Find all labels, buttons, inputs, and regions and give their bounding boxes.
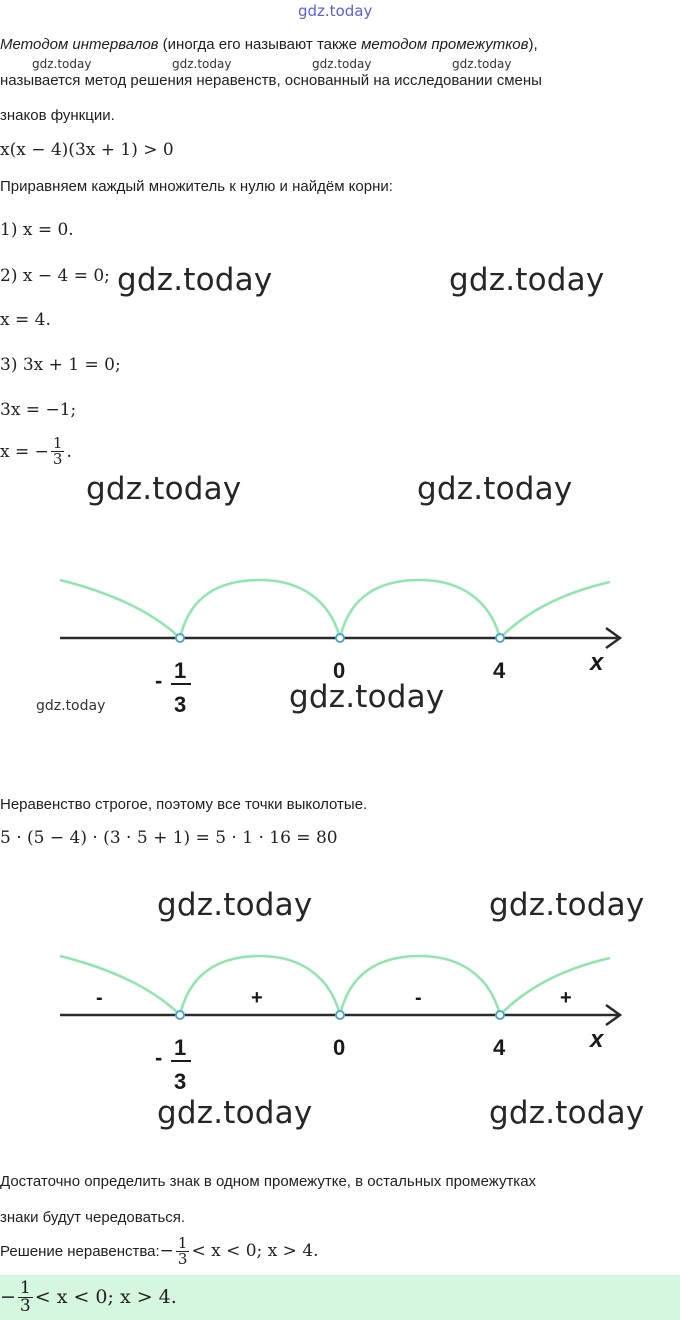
answer-minus: − [0, 1286, 16, 1308]
fraction-denominator: 3 [52, 450, 63, 468]
watermark-small: gdz.today [312, 57, 372, 71]
fraction [51, 436, 65, 467]
point-open [496, 634, 504, 642]
number-line-2 [0, 938, 680, 1098]
label-denominator: 3 [174, 692, 187, 717]
label-four: 4 [493, 1035, 506, 1060]
step-2: 2) x − 4 = 0; [0, 266, 110, 286]
sign-plus: + [251, 987, 263, 1009]
answer-box [0, 1275, 680, 1320]
point-open [176, 1011, 184, 1019]
interval-arc [340, 580, 500, 638]
watermark-large: gdz.today [417, 471, 573, 507]
interval-arc [500, 958, 610, 1015]
watermark-large: gdz.today [489, 887, 645, 923]
label-four: 4 [493, 658, 506, 683]
interval-arc [180, 580, 340, 638]
answer-line [0, 1277, 177, 1317]
fraction-denominator: 3 [177, 1249, 188, 1268]
watermark-large: gdz.today [117, 262, 273, 298]
label-minus: - [155, 668, 163, 693]
label-numerator: 1 [174, 1035, 187, 1060]
fraction-numerator: 1 [19, 1277, 31, 1298]
inequality: x(x − 4)(3x + 1) > 0 [0, 140, 174, 160]
sign-minus: - [96, 987, 103, 1009]
watermark-large: gdz.today [449, 262, 605, 298]
solution-rest: < x < 0; x > 4. [191, 1241, 319, 1261]
label-denominator: 3 [174, 1069, 187, 1094]
sign-plus: + [560, 987, 572, 1009]
step-2-result: x = 4. [0, 310, 51, 330]
label-zero: 0 [333, 1035, 346, 1060]
label-zero: 0 [333, 658, 346, 683]
step-3-b: 3x = −1; [0, 400, 77, 420]
solution-minus: − [159, 1241, 174, 1261]
intro-part-1: (иногда его называют также [158, 36, 362, 53]
fraction-numerator: 1 [177, 1233, 188, 1252]
interval-arc [60, 956, 180, 1015]
label-x: x [590, 1026, 604, 1053]
watermark-large: gdz.today [289, 679, 445, 715]
watermark-large: gdz.today [86, 471, 242, 507]
point-open [336, 634, 344, 642]
sign-minus: - [415, 987, 422, 1009]
watermark-small: gdz.today [32, 57, 92, 71]
intro-part-2: ), [528, 36, 538, 53]
watermark-small: gdz.today [36, 698, 106, 714]
intro-line-1 [0, 36, 538, 53]
label-minus: - [155, 1045, 163, 1070]
term-interval-method: Методом интервалов [0, 36, 159, 53]
label-numerator: 1 [174, 658, 187, 683]
step-3-c-prefix: x = − [0, 441, 49, 462]
point-open [176, 634, 184, 642]
interval-arc [60, 580, 180, 638]
watermark-large: gdz.today [157, 1095, 313, 1131]
answer-rest: < x < 0; x > 4. [34, 1286, 177, 1308]
watermark-small: gdz.today [452, 57, 512, 71]
intro-line-2: называется метод решения неравенств, основанный на исследовании смены [0, 72, 542, 89]
roots-intro: Приравняем каждый множитель к нулю и найдём корни: [0, 178, 393, 195]
point-open [496, 1011, 504, 1019]
label-x: x [590, 649, 604, 676]
step-3-c-suffix: . [66, 441, 72, 462]
sign-check: 5 · (5 − 4) · (3 · 5 + 1) = 5 · 1 · 16 = 80 [0, 828, 338, 848]
alternation-line-2: знаки будут чередоваться. [0, 1209, 186, 1226]
watermark-large: gdz.today [489, 1095, 645, 1131]
alternation-line-1: Достаточно определить знак в одном промежутке, в остальных промежутках [0, 1173, 537, 1190]
point-open [336, 1011, 344, 1019]
fraction [176, 1233, 190, 1268]
intro-line-3: знаков функции. [0, 107, 115, 124]
fraction-denominator: 3 [19, 1295, 31, 1316]
interval-arc [500, 582, 610, 638]
fraction-numerator: 1 [52, 434, 63, 452]
step-3: 3) 3x + 1 = 0; [0, 355, 121, 375]
watermark-large: gdz.today [157, 887, 313, 923]
solution-line [0, 1231, 319, 1271]
step-3-c [0, 436, 72, 467]
watermark-small: gdz.today [172, 57, 232, 71]
solution-label: Решение неравенства: [0, 1242, 160, 1260]
strict-note: Неравенство строгое, поэтому все точки выколотые. [0, 796, 368, 813]
fraction [18, 1277, 33, 1316]
term-gap-method: методом промежутков [361, 36, 529, 53]
step-1: 1) x = 0. [0, 220, 74, 240]
watermark-top: gdz.today [298, 2, 373, 20]
